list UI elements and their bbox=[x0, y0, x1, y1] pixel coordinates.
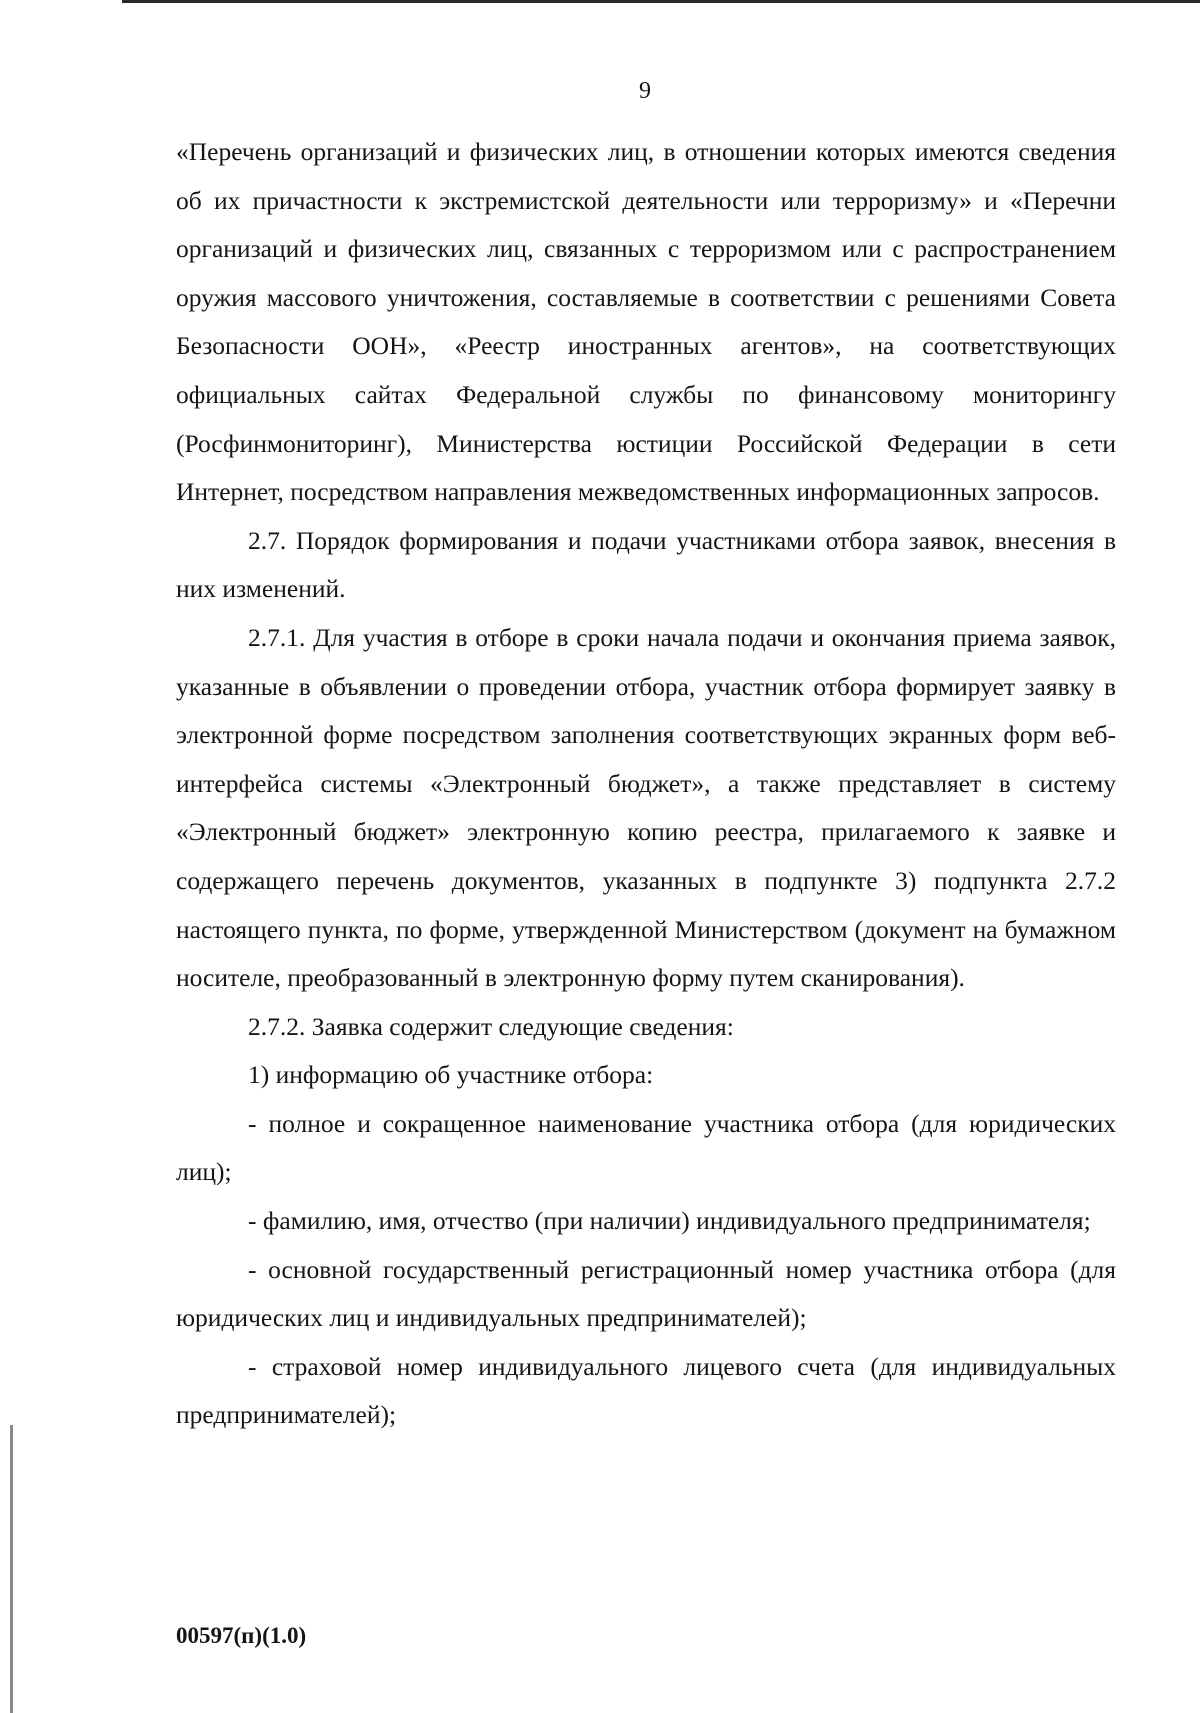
bullet-snils: - страховой номер индивидуального лицевого счета (для индивидуальных предпринимателей); bbox=[176, 1351, 1116, 1430]
document-body bbox=[176, 128, 1116, 1440]
paragraph-2-7-1: 2.7.1. Для участия в отборе в сроки начала подачи и окончания приема заявок, указанные в объявлении о проведении отбора, участник отбора формирует заявку в электронной форме посредством заполнения соответствующих экранных форм веб-интерфейса системы «Электронный бюджет», а также представляет в систему «Электронный бюджет» электронную копию реестра, прилагаемого к заявке и содержащего перечень документов, указанных в подпункте 3) подпункта 2.7.2 настоящего пункта, по форме, утвержденной Министерством (документ на бумажном носителе, преобразованный в электронную форму путем сканирования). bbox=[176, 622, 1116, 993]
bullet-ogrn: - основной государственный регистрационный номер участника отбора (для юридических лиц и индивидуальных предпринимателей); bbox=[176, 1254, 1116, 1333]
paragraph-2-7: 2.7. Порядок формирования и подачи участниками отбора заявок, внесения в них изменений. bbox=[176, 525, 1116, 604]
bullet-entrepreneur-name: - фамилию, имя, отчество (при наличии) индивидуального предпринимателя; bbox=[248, 1206, 1091, 1236]
bullet-full-short-name: - полное и сокращенное наименование участника отбора (для юридических лиц); bbox=[176, 1108, 1116, 1187]
paragraph-2-7-2: 2.7.2. Заявка содержит следующие сведения: bbox=[248, 1011, 734, 1041]
list-item-1-participant-info: 1) информацию об участнике отбора: bbox=[248, 1060, 654, 1090]
scan-edge-mark bbox=[10, 1425, 13, 1713]
page-number: 9 bbox=[639, 78, 651, 104]
paragraph-registries-continuation: «Перечень организаций и физических лиц, в отношении которых имеются сведения об их причастности к экстремистской деятельности или терроризму» и «Перечни организаций и физических лиц, связанных с терроризмом или с распространением оружия массового уничтожения, составляемые в соответствии с решениями Совета Безопасности ООН», «Реестр иностранных агентов», на соответствующих официальных сайтах Федеральной службы по финансовому мониторингу (Росфинмониторинг), Министерства юстиции Российской Федерации в сети Интернет, посредством направления межведомственных информационных запросов. bbox=[176, 137, 1116, 507]
document-code: 00597(п)(1.0) bbox=[176, 1623, 307, 1648]
top-border-line bbox=[122, 0, 1200, 3]
